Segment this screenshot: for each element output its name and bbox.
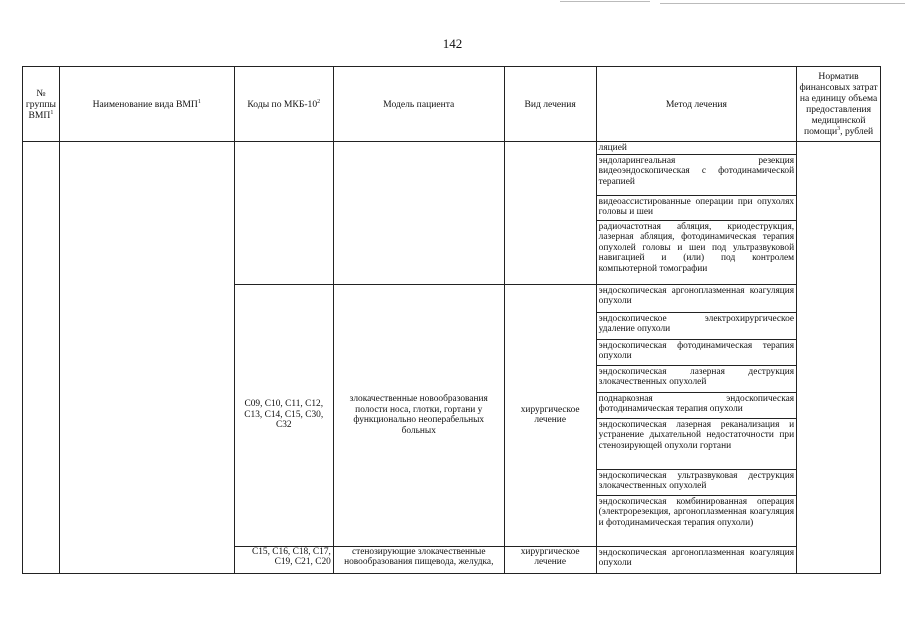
vmp-table <box>22 66 881 574</box>
header-model: Модель пациента <box>333 67 504 142</box>
s3-codes-cell: C15, C16, C18, C17, C19, C21, C20 <box>234 546 333 573</box>
header-method: Метод лечения <box>596 67 796 142</box>
method-item: эндоскопическая фотодинамическая терапия опухоли <box>596 339 796 365</box>
s3-treatment-cell: хирургическое лечение <box>504 546 596 573</box>
page-number: 142 <box>442 36 463 51</box>
method-item: эндоскопическая ультразвуковая деструкция злокачественных опухолей <box>596 469 796 495</box>
method-item: эндоскопическая лазерная реканализация и устранение дыхательной недостаточности при стенозирующей опухоли гортани <box>596 418 796 469</box>
header-group: № группы ВМП$^1$ <box>23 67 60 142</box>
s1-codes-cell <box>234 142 333 285</box>
header-codes: Коды по МКБ-$10^2$ <box>234 67 333 142</box>
method-item: видеоассистированные операции при опухолях головы и шеи <box>596 195 796 220</box>
method-item: эндоскопическое электрохирургическое удаление опухоли <box>596 312 796 339</box>
method-item: эндоларингеальная резекция видеоэндоскопическая с фотодинамической терапией <box>596 154 796 195</box>
s3-model-cell: стенозирующие злокачественные новообразования пищевода, желудка, <box>333 546 504 573</box>
method-item: эндоскопическая аргоноплазменная коагуляция опухоли <box>596 284 796 312</box>
s1-model-cell <box>333 142 504 285</box>
method-item: поднаркозная эндоскопическая фотодинамическая терапия опухоли <box>596 392 796 418</box>
scan-edge-line-right <box>660 3 905 4</box>
norm-cell <box>797 142 881 574</box>
method-item: эндоскопическая комбинированная операция (электрорезекция, аргоноплазменная коагуляция и фотодинамическая терапия опухоли) <box>596 495 796 546</box>
name-cell <box>59 142 234 574</box>
s2-treatment-cell: хирургическое лечение <box>504 284 596 546</box>
method-item: эндоскопическая аргоноплазменная коагуляция опухоли <box>596 546 796 573</box>
method-item: ляцией <box>596 142 796 155</box>
s2-model-cell: злокачественные новообразования полости носа, глотки, гортани у функционально неоперабельных больных <box>333 284 504 546</box>
scan-edge-line <box>560 1 650 2</box>
group-cell <box>23 142 60 574</box>
method-item: эндоскопическая лазерная деструкция злокачественных опухолей <box>596 365 796 392</box>
s1-treatment-cell <box>504 142 596 285</box>
header-treatment: Вид лечения <box>504 67 596 142</box>
header-name: Наименование вида ВМП$^1$ <box>59 67 234 142</box>
header-norm: Норматив финансовых затрат на единицу объема предоставления медицинской помощи$^3$, рублей <box>797 67 881 142</box>
method-item: радиочастотная абляция, криодеструкция, лазерная абляция, фотодинамическая терапия опухолей головы и шеи под ультразвуковой навигацией и (или) под контролем компьютерной томографии <box>596 220 796 284</box>
header-row <box>23 67 881 142</box>
s2-codes-cell: C09, C10, C11, C12, C13, C14, C15, C30, C32 <box>234 284 333 546</box>
